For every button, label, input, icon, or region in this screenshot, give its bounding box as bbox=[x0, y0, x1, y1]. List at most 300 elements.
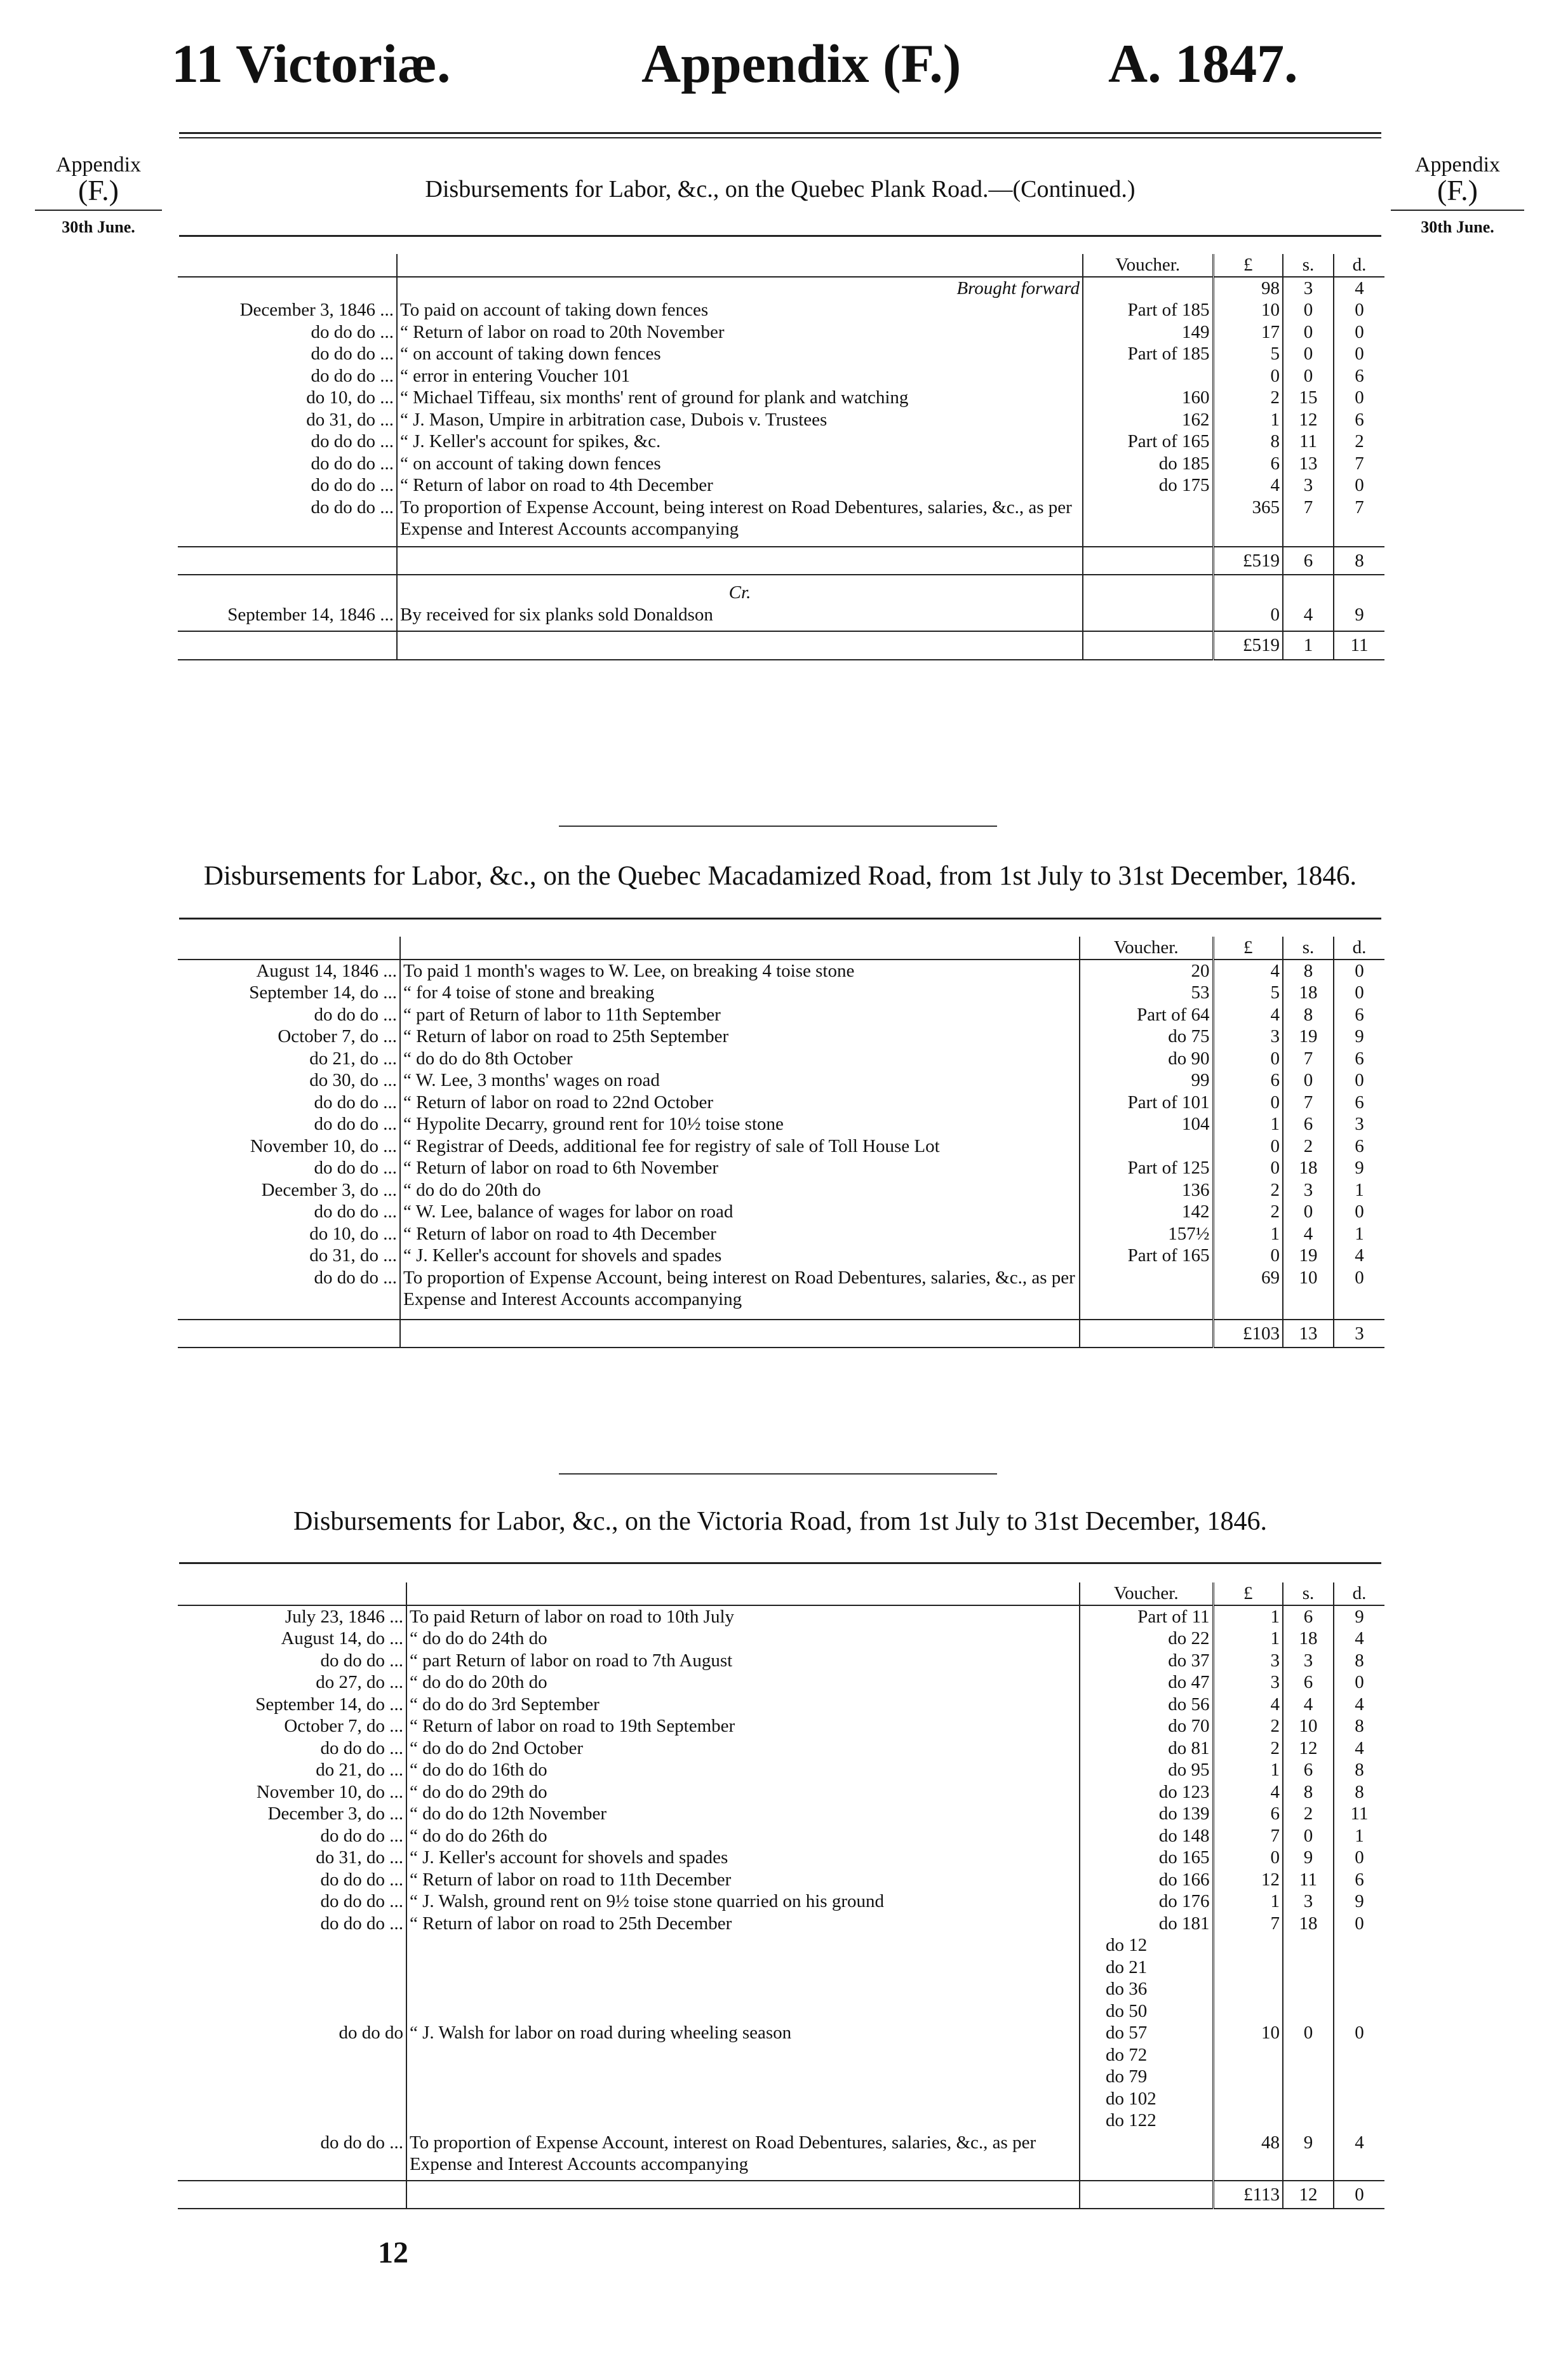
cell-desc: “ Return of labor on road to 20th November bbox=[397, 321, 1083, 344]
table-row bbox=[178, 1135, 1384, 1158]
table-row bbox=[178, 1267, 1384, 1310]
cell-d bbox=[1334, 2110, 1384, 2132]
cell-date: August 14, 1846 ... bbox=[256, 960, 397, 981]
cell-l: 98 bbox=[1213, 277, 1283, 300]
cell-desc bbox=[406, 2110, 1080, 2132]
cell-vch: do 166 bbox=[1080, 1869, 1213, 1891]
cell-s: 4 bbox=[1283, 1223, 1334, 1245]
walsh-voucher-row bbox=[178, 2022, 1384, 2044]
table-row bbox=[178, 2132, 1384, 2175]
cell-l bbox=[1213, 1957, 1283, 1979]
cell-desc: “ Return of labor on road to 19th September bbox=[406, 1715, 1080, 1737]
cell-date: August 14, do ... bbox=[281, 1628, 403, 1649]
cell-vch: do 123 bbox=[1080, 1781, 1213, 1803]
cell-date: December 3, do ... bbox=[267, 1803, 403, 1824]
cell-l: 69 bbox=[1213, 1267, 1283, 1310]
cell-vch bbox=[1083, 604, 1213, 626]
table-row bbox=[178, 1092, 1384, 1114]
cell-d: 6 bbox=[1334, 1869, 1384, 1891]
cell-s: 3 bbox=[1283, 1650, 1334, 1672]
cell-l bbox=[1213, 2000, 1283, 2023]
cell-date: do 21, do ... bbox=[309, 1048, 397, 1069]
cell-vch: Voucher. bbox=[1080, 1582, 1213, 1605]
cell-s: 12 bbox=[1283, 409, 1334, 431]
cell-date: do do do ... bbox=[320, 1891, 403, 1911]
cell-l bbox=[1213, 2066, 1283, 2088]
cell-desc: “ Return of labor on road to 25th December bbox=[406, 1913, 1080, 1935]
cell-l bbox=[1213, 2088, 1283, 2110]
cell-d: 6 bbox=[1334, 1048, 1384, 1070]
page-number: 12 bbox=[378, 2236, 408, 2270]
cell-date: December 3, do ... bbox=[261, 1179, 397, 1200]
cell-vch bbox=[1080, 2181, 1213, 2209]
section3-top-rule bbox=[179, 1562, 1381, 1564]
cell-l: 48 bbox=[1213, 2132, 1283, 2175]
cell-s: 19 bbox=[1283, 1245, 1334, 1267]
table-row bbox=[178, 1715, 1384, 1737]
cell-l: 1 bbox=[1213, 1113, 1283, 1135]
cell-s bbox=[1283, 2088, 1334, 2110]
table-row bbox=[178, 1671, 1384, 1694]
cell-d bbox=[1334, 1934, 1384, 1957]
cell-desc: “ Michael Tiffeau, six months' rent of ground for plank and watching bbox=[397, 387, 1083, 409]
margin-letter: (F.) bbox=[77, 174, 119, 206]
walsh-voucher-row bbox=[178, 1978, 1384, 2000]
cell-vch bbox=[1083, 625, 1213, 631]
cell-d: 4 bbox=[1334, 1694, 1384, 1716]
cell-s: 4 bbox=[1283, 604, 1334, 626]
cell-desc bbox=[406, 2181, 1080, 2209]
cell-date: do do do ... bbox=[311, 475, 394, 495]
cell-desc bbox=[397, 254, 1083, 277]
cell-desc: “ error in entering Voucher 101 bbox=[397, 365, 1083, 387]
cell-s: 6 bbox=[1283, 1605, 1334, 1628]
header-appendix: Appendix (F.) bbox=[641, 33, 962, 94]
cell-vch: 149 bbox=[1083, 321, 1213, 344]
cell-vch: do 22 bbox=[1080, 1628, 1213, 1650]
cell-desc: By received for six planks sold Donaldson bbox=[397, 604, 1083, 626]
cell-d: 6 bbox=[1334, 409, 1384, 431]
cell-vch: do 21 bbox=[1080, 1957, 1213, 1979]
margin-note-right bbox=[1391, 152, 1524, 240]
cell-l: 0 bbox=[1213, 1092, 1283, 1114]
section2-rows bbox=[178, 937, 1384, 1348]
cell-vch: 99 bbox=[1080, 1069, 1213, 1092]
cell-date: do do do ... bbox=[311, 431, 394, 452]
cell-date: do do do ... bbox=[320, 1650, 403, 1671]
cell-date: November 10, do ... bbox=[256, 1781, 403, 1802]
cell-d: 4 bbox=[1334, 1628, 1384, 1650]
cell-l bbox=[1213, 1310, 1283, 1320]
cell-d bbox=[1334, 1978, 1384, 2000]
cell-desc: “ J. Mason, Umpire in arbitration case, Dubois v. Trustees bbox=[397, 409, 1083, 431]
cell-l: 1 bbox=[1213, 409, 1283, 431]
cell-desc bbox=[397, 547, 1083, 575]
spacer-row bbox=[178, 540, 1384, 547]
cell-d: 0 bbox=[1334, 1913, 1384, 1935]
cell-desc: “ J. Keller's account for shovels and spades bbox=[400, 1245, 1080, 1267]
section2-top-rule bbox=[179, 918, 1381, 920]
cell-date: December 3, 1846 ... bbox=[239, 300, 394, 320]
cell-d: 0 bbox=[1334, 960, 1384, 982]
cell-vch: Part of 64 bbox=[1080, 1004, 1213, 1026]
cell-s: 19 bbox=[1283, 1026, 1334, 1048]
cell-s bbox=[1283, 582, 1334, 604]
cell-s: s. bbox=[1283, 254, 1334, 277]
cell-vch: do 148 bbox=[1080, 1825, 1213, 1847]
cell-d: d. bbox=[1334, 1582, 1384, 1605]
section1-table bbox=[178, 254, 1384, 660]
cell-s: 18 bbox=[1283, 1157, 1334, 1179]
table-row bbox=[178, 1223, 1384, 1245]
cell-s: 2 bbox=[1283, 1135, 1334, 1158]
cell-desc bbox=[406, 2088, 1080, 2110]
cell-s bbox=[1283, 1310, 1334, 1320]
table-row bbox=[178, 982, 1384, 1004]
cell-s: 0 bbox=[1283, 365, 1334, 387]
cell-vch: do 50 bbox=[1080, 2000, 1213, 2023]
cell-s: 6 bbox=[1283, 1671, 1334, 1694]
cell-date bbox=[178, 2175, 406, 2181]
cell-l: 0 bbox=[1213, 365, 1283, 387]
cell-date: do do do ... bbox=[314, 1201, 397, 1222]
table-row bbox=[178, 960, 1384, 982]
cell-l: 17 bbox=[1213, 321, 1283, 344]
cell-vch bbox=[1080, 1320, 1213, 1348]
cell-vch: Part of 165 bbox=[1080, 1245, 1213, 1267]
cell-desc bbox=[397, 575, 1083, 582]
cell-d bbox=[1334, 625, 1384, 631]
cell-s: 7 bbox=[1283, 1092, 1334, 1114]
cell-date: do 31, do ... bbox=[309, 1245, 397, 1266]
cell-l: 10 bbox=[1213, 2022, 1283, 2044]
spacer-row bbox=[178, 575, 1384, 582]
cell-d: 6 bbox=[1334, 1135, 1384, 1158]
cell-vch: do 81 bbox=[1080, 1737, 1213, 1760]
cell-s bbox=[1283, 1978, 1334, 2000]
cell-vch bbox=[1080, 1135, 1213, 1158]
cell-d: 0 bbox=[1334, 1847, 1384, 1869]
walsh-voucher-row bbox=[178, 1934, 1384, 1957]
section3-rows bbox=[178, 1582, 1384, 2209]
cell-desc: “ on account of taking down fences bbox=[397, 343, 1083, 365]
cell-l: £519 bbox=[1213, 631, 1283, 660]
cell-s: 13 bbox=[1283, 1320, 1334, 1348]
table-row bbox=[178, 1847, 1384, 1869]
cell-vch: do 37 bbox=[1080, 1650, 1213, 1672]
section3-title: Disbursements for Labor, &c., on the Victoria Road, from 1st July to 31st December, 1846. bbox=[293, 1507, 1268, 1536]
cell-s: 10 bbox=[1283, 1267, 1334, 1310]
cell-desc: “ do do do 3rd September bbox=[406, 1694, 1080, 1716]
cell-date: do do do bbox=[338, 2023, 403, 2043]
spacer-row bbox=[178, 625, 1384, 631]
table-row bbox=[178, 1890, 1384, 1913]
cell-s: 9 bbox=[1283, 2132, 1334, 2175]
cell-l bbox=[1213, 575, 1283, 582]
margin-label: Appendix bbox=[55, 153, 142, 177]
cell-s bbox=[1283, 2000, 1334, 2023]
cell-desc: “ do do do 24th do bbox=[406, 1628, 1080, 1650]
cell-vch bbox=[1083, 277, 1213, 300]
cell-l: £519 bbox=[1213, 547, 1283, 575]
cell-vch: do 57 bbox=[1080, 2022, 1213, 2044]
cell-l: 6 bbox=[1213, 1069, 1283, 1092]
cell-date: do do do ... bbox=[320, 1825, 403, 1846]
table-row bbox=[178, 1245, 1384, 1267]
cell-desc: To paid 1 month's wages to W. Lee, on breaking 4 toise stone bbox=[400, 960, 1080, 982]
cell-desc: “ part of Return of labor to 11th September bbox=[400, 1004, 1080, 1026]
cell-d: 0 bbox=[1334, 1069, 1384, 1092]
cell-desc: To paid on account of taking down fences bbox=[397, 299, 1083, 321]
cell-desc bbox=[406, 1957, 1080, 1979]
cell-d: 9 bbox=[1334, 1605, 1384, 1628]
table-row bbox=[178, 1069, 1384, 1092]
cell-desc: “ do do do 8th October bbox=[400, 1048, 1080, 1070]
cell-s: s. bbox=[1283, 1582, 1334, 1605]
header-year: A. 1847. bbox=[1108, 33, 1298, 94]
cell-d: 1 bbox=[1334, 1825, 1384, 1847]
margin-note-left bbox=[35, 152, 162, 240]
cell-date bbox=[178, 1957, 406, 1979]
cell-date: do 31, do ... bbox=[306, 409, 394, 430]
cell-l: 6 bbox=[1213, 453, 1283, 475]
total-row bbox=[178, 631, 1384, 660]
cell-vch: do 122 bbox=[1080, 2110, 1213, 2132]
cell-date: do do do ... bbox=[320, 1869, 403, 1890]
table-row bbox=[178, 431, 1384, 453]
cell-desc: “ J. Walsh for labor on road during wheeling season bbox=[406, 2022, 1080, 2044]
cell-vch: do 176 bbox=[1080, 1890, 1213, 1913]
cell-vch: 20 bbox=[1080, 960, 1213, 982]
cell-s: 0 bbox=[1283, 1201, 1334, 1223]
cell-s bbox=[1283, 540, 1334, 547]
cell-vch bbox=[1080, 2132, 1213, 2175]
cell-date: October 7, do ... bbox=[284, 1716, 403, 1736]
cell-s: 11 bbox=[1283, 431, 1334, 453]
cell-s: 7 bbox=[1283, 497, 1334, 540]
credit-header-row bbox=[178, 582, 1384, 604]
section1-title: Disbursements for Labor, &c., on the Quebec Plank Road.—(Continued.) bbox=[425, 176, 1136, 203]
cell-l bbox=[1213, 625, 1283, 631]
cell-desc: “ do do do 16th do bbox=[406, 1759, 1080, 1781]
cell-desc: “ W. Lee, balance of wages for labor on road bbox=[400, 1201, 1080, 1223]
cell-s: 0 bbox=[1283, 343, 1334, 365]
cell-date bbox=[178, 2181, 406, 2209]
cell-date: do do do ... bbox=[314, 1004, 397, 1025]
table-row bbox=[178, 321, 1384, 344]
walsh-voucher-row bbox=[178, 1957, 1384, 1979]
cell-d: 11 bbox=[1334, 631, 1384, 660]
section1-top-rule bbox=[179, 235, 1381, 237]
section-separator bbox=[559, 826, 997, 827]
cell-vch bbox=[1083, 365, 1213, 387]
cell-date bbox=[178, 582, 397, 604]
cell-desc: “ on account of taking down fences bbox=[397, 453, 1083, 475]
cell-l: 4 bbox=[1213, 1781, 1283, 1803]
cell-d: 0 bbox=[1334, 387, 1384, 409]
header-rule-thin bbox=[179, 137, 1381, 138]
cell-vch: do 70 bbox=[1080, 1715, 1213, 1737]
cell-vch bbox=[1080, 1310, 1213, 1320]
cell-l: 0 bbox=[1213, 1048, 1283, 1070]
cell-s: 0 bbox=[1283, 1825, 1334, 1847]
cell-vch: do 175 bbox=[1083, 474, 1213, 497]
cell-d: 0 bbox=[1334, 321, 1384, 344]
cell-vch: do 56 bbox=[1080, 1694, 1213, 1716]
cell-date bbox=[178, 2110, 406, 2132]
margin-date: 30th June. bbox=[1391, 210, 1524, 240]
cell-desc: “ do do do 26th do bbox=[406, 1825, 1080, 1847]
cell-desc bbox=[400, 1310, 1080, 1320]
cell-date: do do do ... bbox=[320, 1913, 403, 1934]
cell-s bbox=[1283, 1957, 1334, 1979]
table-row bbox=[178, 1004, 1384, 1026]
cell-l bbox=[1213, 582, 1283, 604]
cell-l: £ bbox=[1213, 254, 1283, 277]
walsh-voucher-row bbox=[178, 2088, 1384, 2110]
table-row bbox=[178, 1781, 1384, 1803]
cell-d: 0 bbox=[1334, 1267, 1384, 1310]
cell-l: 10 bbox=[1213, 299, 1283, 321]
table-row bbox=[178, 1201, 1384, 1223]
cell-date: do do do ... bbox=[311, 497, 394, 518]
cell-s: 3 bbox=[1283, 277, 1334, 300]
cell-date: November 10, do ... bbox=[250, 1135, 397, 1156]
cell-l: 2 bbox=[1213, 1201, 1283, 1223]
cell-s: 8 bbox=[1283, 960, 1334, 982]
cell-s: 18 bbox=[1283, 1628, 1334, 1650]
cell-desc: “ Return of labor on road to 22nd October bbox=[400, 1092, 1080, 1114]
cell-l bbox=[1213, 2110, 1283, 2132]
cell-s bbox=[1283, 2110, 1334, 2132]
cell-desc bbox=[406, 1582, 1080, 1605]
cell-d: 9 bbox=[1334, 1026, 1384, 1048]
cell-date: do do do ... bbox=[311, 453, 394, 474]
cell-desc: “ J. Keller's account for spikes, &c. bbox=[397, 431, 1083, 453]
cell-d: 8 bbox=[1334, 547, 1384, 575]
cell-l bbox=[1213, 1934, 1283, 1957]
cell-l: £ bbox=[1213, 937, 1283, 960]
cell-l: 5 bbox=[1213, 982, 1283, 1004]
cell-desc bbox=[406, 2066, 1080, 2088]
table-row bbox=[178, 1913, 1384, 1935]
table-row bbox=[178, 1803, 1384, 1825]
cell-vch: do 165 bbox=[1080, 1847, 1213, 1869]
cell-s: 18 bbox=[1283, 982, 1334, 1004]
cell-date: September 14, 1846 ... bbox=[227, 604, 394, 625]
cell-s: 18 bbox=[1283, 1913, 1334, 1935]
cell-l bbox=[1213, 540, 1283, 547]
table-row bbox=[178, 1869, 1384, 1891]
cell-date bbox=[178, 547, 397, 575]
cell-date bbox=[178, 1978, 406, 2000]
margin-label: Appendix bbox=[1414, 153, 1501, 177]
cell-desc: “ J. Walsh, ground rent on 9½ toise stone quarried on his ground bbox=[406, 1890, 1080, 1913]
cell-l: 4 bbox=[1213, 1694, 1283, 1716]
cell-vch: do 75 bbox=[1080, 1026, 1213, 1048]
cell-s: 9 bbox=[1283, 1847, 1334, 1869]
table-row bbox=[178, 1157, 1384, 1179]
cell-desc: “ part Return of labor on road to 7th August bbox=[406, 1650, 1080, 1672]
cell-d: 1 bbox=[1334, 1179, 1384, 1201]
cell-s: 8 bbox=[1283, 1004, 1334, 1026]
table-header bbox=[178, 937, 1384, 960]
cell-s: 3 bbox=[1283, 474, 1334, 497]
cell-desc: “ Return of labor on road to 6th November bbox=[400, 1157, 1080, 1179]
table-row bbox=[178, 1825, 1384, 1847]
cell-vch: do 72 bbox=[1080, 2044, 1213, 2066]
cell-vch: do 181 bbox=[1080, 1913, 1213, 1935]
cell-l: 0 bbox=[1213, 1135, 1283, 1158]
table-row bbox=[178, 409, 1384, 431]
cell-s: 4 bbox=[1283, 1694, 1334, 1716]
cell-desc: “ J. Keller's account for shovels and spades bbox=[406, 1847, 1080, 1869]
cell-l: 8 bbox=[1213, 431, 1283, 453]
cell-vch bbox=[1080, 2175, 1213, 2181]
cell-l bbox=[1213, 2175, 1283, 2181]
cell-date bbox=[178, 1320, 400, 1348]
cell-l: 1 bbox=[1213, 1628, 1283, 1650]
cell-s: 3 bbox=[1283, 1890, 1334, 1913]
cell-vch: do 47 bbox=[1080, 1671, 1213, 1694]
cell-date bbox=[178, 1934, 406, 1957]
cell-vch: do 12 bbox=[1080, 1934, 1213, 1957]
cell-d: 2 bbox=[1334, 431, 1384, 453]
cell-desc: Brought forward bbox=[397, 277, 1083, 300]
cell-s: 15 bbox=[1283, 387, 1334, 409]
cell-date: do 30, do ... bbox=[309, 1070, 397, 1090]
table-row bbox=[178, 1113, 1384, 1135]
cell-l: 1 bbox=[1213, 1759, 1283, 1781]
cell-desc bbox=[397, 540, 1083, 547]
cell-desc: “ do do do 12th November bbox=[406, 1803, 1080, 1825]
walsh-voucher-row bbox=[178, 2110, 1384, 2132]
cell-vch: do 102 bbox=[1080, 2088, 1213, 2110]
total-row bbox=[178, 1320, 1384, 1348]
cell-d: 4 bbox=[1334, 2132, 1384, 2175]
cell-vch: Part of 125 bbox=[1080, 1157, 1213, 1179]
cell-desc: “ Return of labor on road to 4th December bbox=[397, 474, 1083, 497]
cell-date bbox=[178, 2066, 406, 2088]
cell-date bbox=[178, 1582, 406, 1605]
section-separator bbox=[559, 1473, 997, 1475]
cell-date: do 31, do ... bbox=[316, 1847, 403, 1868]
cell-desc: “ for 4 toise of stone and breaking bbox=[400, 982, 1080, 1004]
table-row bbox=[178, 453, 1384, 475]
cell-l: 12 bbox=[1213, 1869, 1283, 1891]
cell-l bbox=[1213, 1978, 1283, 2000]
cell-l: 1 bbox=[1213, 1223, 1283, 1245]
cell-vch: 162 bbox=[1083, 409, 1213, 431]
cell-s: 6 bbox=[1283, 547, 1334, 575]
cell-date bbox=[178, 2088, 406, 2110]
margin-date: 30th June. bbox=[35, 210, 162, 240]
cell-l: £113 bbox=[1213, 2181, 1283, 2209]
cell-desc: To paid Return of labor on road to 10th July bbox=[406, 1605, 1080, 1628]
header-session: 11 Victoriæ. bbox=[171, 33, 451, 94]
cell-d: 0 bbox=[1334, 299, 1384, 321]
cell-date bbox=[178, 254, 397, 277]
cell-vch: Part of 185 bbox=[1083, 299, 1213, 321]
cell-s bbox=[1283, 575, 1334, 582]
cell-s: 13 bbox=[1283, 453, 1334, 475]
cell-desc bbox=[406, 1978, 1080, 2000]
cell-l: 2 bbox=[1213, 387, 1283, 409]
cell-vch: 142 bbox=[1080, 1201, 1213, 1223]
cell-d: 6 bbox=[1334, 1004, 1384, 1026]
cell-d: 3 bbox=[1334, 1320, 1384, 1348]
cell-s: 11 bbox=[1283, 1869, 1334, 1891]
